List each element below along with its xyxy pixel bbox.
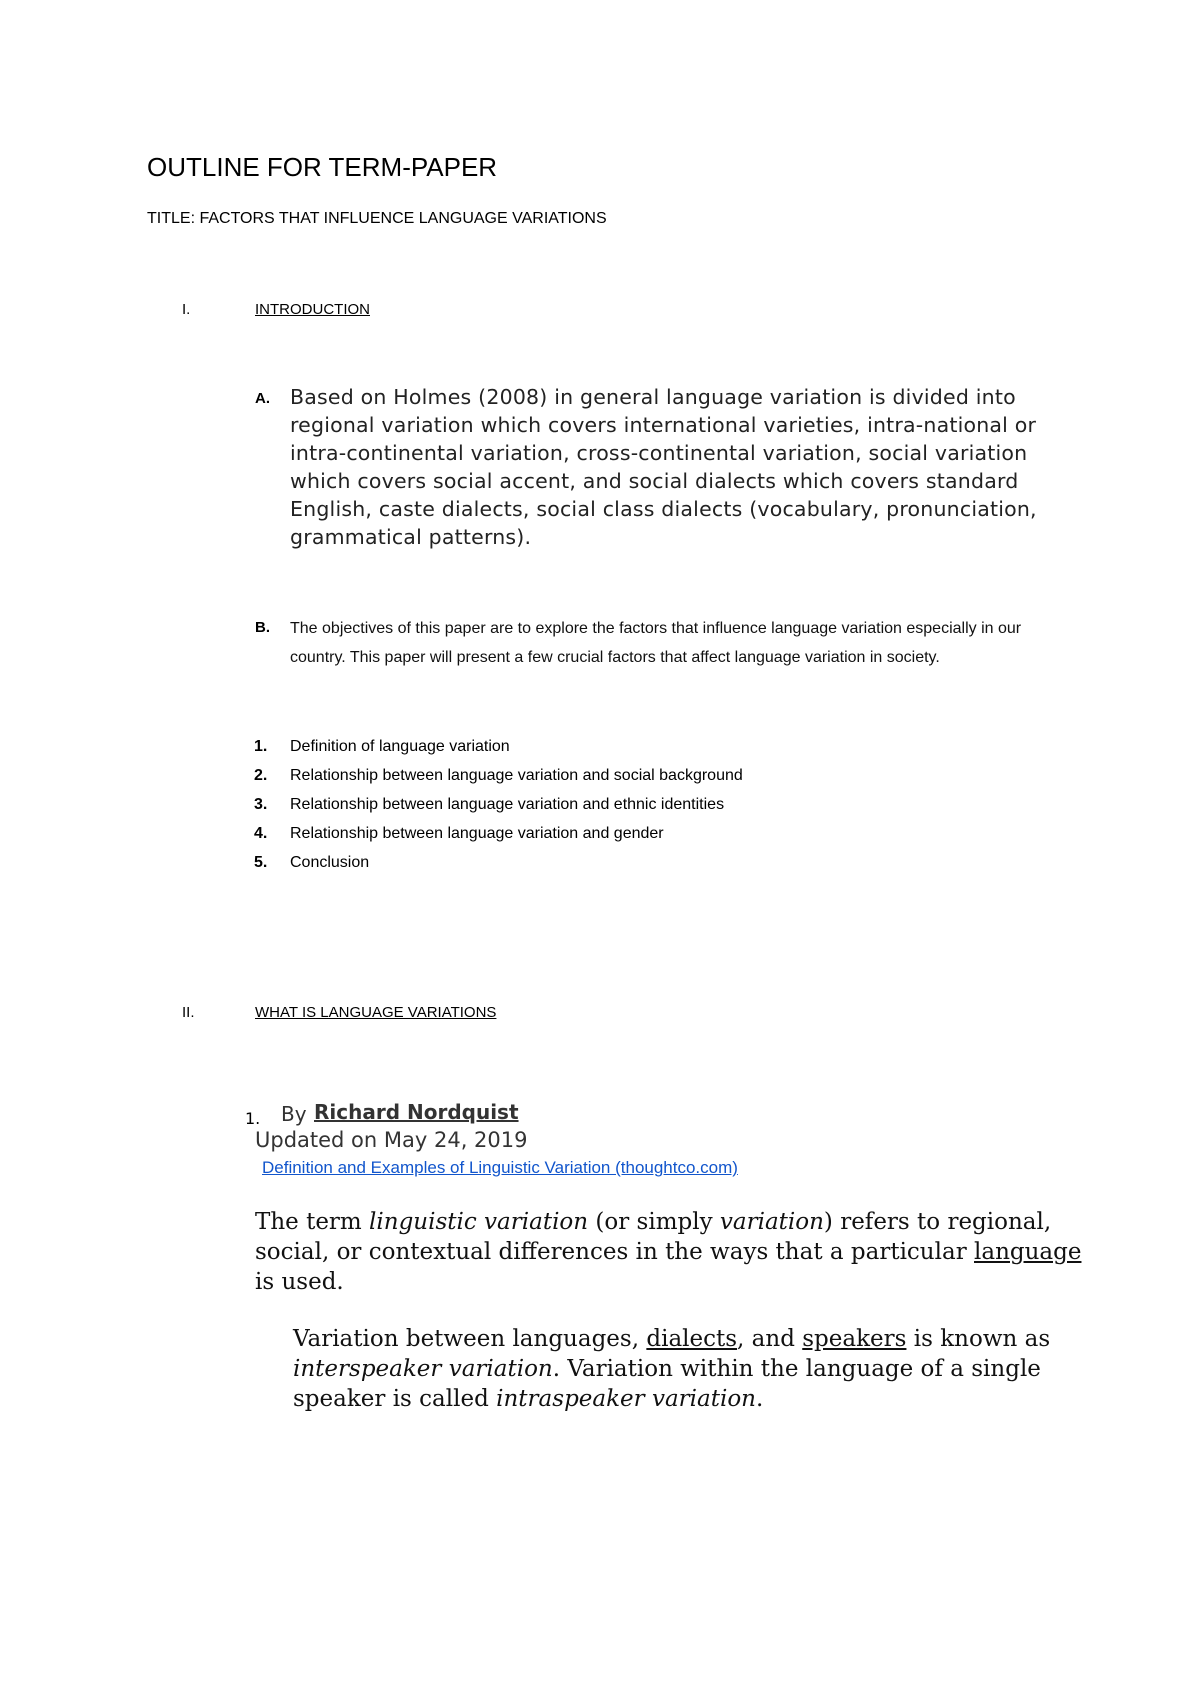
list-item-number: 2.: [254, 767, 268, 784]
paragraph-marker: A.: [255, 390, 270, 407]
section-heading-introduction: INTRODUCTION: [255, 301, 370, 318]
section-heading-language-variations: WHAT IS LANGUAGE VARIATIONS: [255, 1004, 497, 1021]
term-emphasis: interspeaker variation: [293, 1356, 553, 1382]
list-item-number: 3.: [254, 796, 268, 813]
term-emphasis: intraspeaker variation: [496, 1386, 756, 1412]
term-emphasis: linguistic variation: [369, 1209, 589, 1235]
variation-paragraph: Variation between languages, dialects, and speakers is known as interspeaker variation. Variation within the language of a single speaker is called intraspeaker variation.: [293, 1326, 1051, 1412]
author-link[interactable]: Richard Nordquist: [314, 1100, 519, 1124]
list-item-number: 5.: [254, 854, 268, 871]
source-link[interactable]: Definition and Examples of Linguistic Variation (thoughtco.com): [262, 1158, 738, 1177]
updated-date: Updated on May 24, 2019: [255, 1128, 528, 1152]
byline-label: By: [281, 1102, 307, 1126]
list-item: Conclusion: [290, 854, 370, 871]
speakers-link[interactable]: speakers: [802, 1326, 907, 1352]
term-emphasis: variation: [719, 1209, 824, 1235]
source-number: 1.: [245, 1109, 261, 1128]
section-number: II.: [182, 1004, 195, 1021]
list-item: Definition of language variation: [290, 738, 510, 755]
list-item: Relationship between language variation and social background: [290, 767, 743, 784]
paragraph-b: The objectives of this paper are to explore the factors that influence language variation especially in our country. This paper will present a few crucial factors that affect language variation in society.: [290, 620, 1022, 666]
language-link[interactable]: language: [974, 1239, 1082, 1265]
list-item: Relationship between language variation and gender: [290, 825, 664, 842]
definition-paragraph: The term linguistic variation (or simply variation) refers to regional, social, or contextual differences in the ways that a particular language is used.: [255, 1209, 1082, 1295]
document-heading: OUTLINE FOR TERM-PAPER: [147, 152, 498, 182]
section-number: I.: [182, 301, 191, 318]
list-item-number: 4.: [254, 825, 268, 842]
list-item-number: 1.: [254, 738, 268, 755]
dialects-link[interactable]: dialects: [646, 1326, 738, 1352]
list-item: Relationship between language variation and ethnic identities: [290, 796, 725, 813]
paper-title: TITLE: FACTORS THAT INFLUENCE LANGUAGE VARIATIONS: [147, 210, 607, 227]
paragraph-marker: B.: [255, 619, 270, 636]
paragraph-a: Based on Holmes (2008) in general language variation is divided into regional variation which covers international varieties, intra-national or intra-continental variation, cross-continental variation, social variation which covers social accent, and social dialects which covers standard English, caste dialects, social class dialects (vocabulary, pronunciation, grammatical patterns).: [290, 385, 1037, 549]
